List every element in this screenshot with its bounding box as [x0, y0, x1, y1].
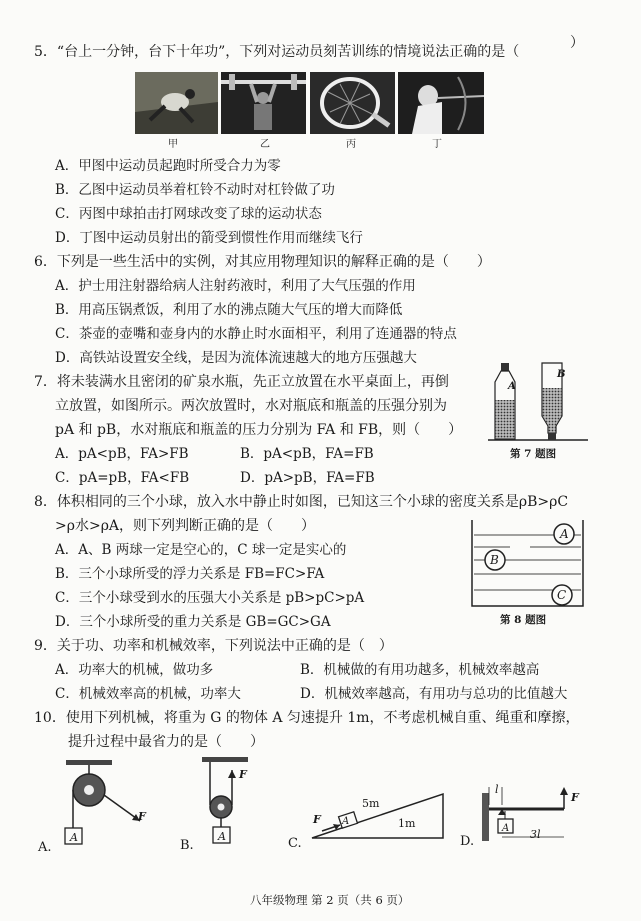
q10-d-block-label: A: [502, 823, 510, 834]
q10-c-height-label: 1m: [398, 817, 416, 830]
label-jia: 甲: [168, 139, 178, 150]
q8-ball-c-label: C: [557, 588, 567, 602]
q10-option-c: C.: [288, 836, 302, 851]
q10-b-force-label: F: [239, 768, 247, 781]
q10-option-b: B.: [180, 838, 194, 853]
q10-option-d: D.: [460, 834, 475, 849]
q7-bottle-a-label: A: [508, 381, 516, 392]
q6-stem: 6．下列是一些生活中的实例，对其应用物理知识的解释正确的是（ ）: [34, 254, 491, 270]
q10-c-force-label: F: [313, 813, 321, 826]
q8-option-b: B．三个小球所受的浮力关系是 FB=FC>FA: [55, 566, 325, 582]
q10-option-a: A.: [38, 840, 52, 855]
q5-option-a: A．甲图中运动员起跑时所受合力为零: [55, 158, 281, 174]
q10-b-block-label: A: [218, 830, 226, 843]
q9-option-a: A．功率大的机械，做功多: [55, 662, 214, 678]
q10-d-long-arm-label: 3l: [530, 828, 541, 841]
q8-ball-a-label: A: [560, 527, 569, 541]
q8-line-1: 8．体积相同的三个小球，放入水中静止时如图，已知这三个小球的密度关系是ρB>ρC: [34, 494, 569, 510]
photo-ding: [398, 72, 484, 134]
q8-option-d: D．三个小球所受的重力关系是 GB=GC>GA: [55, 614, 331, 630]
q7-option-c: C．pA=pB，FA<FB: [55, 470, 190, 486]
q7-line-2: 立放置，如图所示。两次放置时，水对瓶底和瓶盖的压强分别为: [55, 398, 447, 414]
photo-jia: [135, 72, 218, 134]
q7-line-1: 7．将未装满水且密闭的矿泉水瓶，先正立放置在水平桌面上，再倒: [34, 374, 449, 390]
q7-option-d: D．pA>pB，FA=FB: [240, 470, 375, 486]
q5-paren: ）: [570, 35, 584, 51]
q6-option-b: B．用高压锅煮饭，利用了水的沸点随大气压的增大而降低: [55, 302, 403, 318]
q9-option-b: B．机械做的有用功越多，机械效率越高: [300, 662, 540, 678]
label-bing: 丙: [346, 139, 356, 150]
q10-d-short-arm-label: l: [495, 783, 499, 796]
q9-stem: 9．关于功、功率和机械效率，下列说法中正确的是（ ）: [34, 638, 393, 654]
q6-option-c: C．茶壶的壶嘴和壶身内的水静止时水面相平，利用了连通器的特点: [55, 326, 457, 342]
q9-option-d: D．机械效率越高，有用功与总功的比值越大: [300, 686, 568, 702]
q8-line-2: >ρ水>ρA，则下列判断正确的是（ ）: [55, 518, 316, 534]
q8-caption: 第 8 题图: [500, 614, 547, 626]
q8-option-c: C．三个小球受到水的压强大小关系是 pB>pC>pA: [55, 590, 365, 606]
q7-option-a: A．pA<pB，FA>FB: [55, 446, 189, 462]
q9-option-c: C．机械效率高的机械，功率大: [55, 686, 241, 702]
q10-c-block-label: A: [342, 816, 350, 827]
q7-caption: 第 7 题图: [510, 448, 557, 460]
q6-option-a: A．护士用注射器给病人注射药液时，利用了大气压强的作用: [55, 278, 416, 294]
q7-option-b: B．pA<pB，FA=FB: [240, 446, 374, 462]
q5-option-b: B．乙图中运动员举着杠铃不动时对杠铃做了功: [55, 182, 335, 198]
q8-option-a: A．A、B 两球一定是空心的，C 球一定是实心的: [55, 542, 347, 558]
photo-bing: [310, 72, 395, 134]
q6-option-d: D．高铁站设置安全线，是因为流体流速越大的地方压强越大: [55, 350, 417, 366]
q5-option-d: D．丁图中运动员射出的箭受到惯性作用而继续飞行: [55, 230, 363, 246]
q7-bottle-b-label: B: [557, 369, 566, 380]
q5-stem: 5．“台上一分钟，台下十年功”，下列对运动员刻苦训练的情境说法正确的是（: [34, 44, 520, 60]
q5-option-c: C．丙图中球拍击打网球改变了球的运动状态: [55, 206, 322, 222]
q10-line-1: 10．使用下列机械，将重为 G 的物体 A 匀速提升 1m，不考虑机械自重、绳重和摩擦，: [34, 710, 580, 726]
q8-ball-b-label: B: [490, 553, 499, 567]
q10-d-force-label: F: [571, 791, 579, 804]
q10-diagram-b: [200, 755, 260, 847]
q10-c-slope-label: 5m: [362, 797, 380, 810]
page-footer: 八年级物理 第 2 页（共 6 页）: [250, 893, 410, 907]
q10-a-force-label: F: [138, 810, 146, 823]
photo-yi: [221, 72, 306, 134]
label-yi: 乙: [260, 139, 270, 150]
q10-a-block-label: A: [70, 831, 78, 844]
q7-bottles-figure: [488, 360, 588, 442]
label-ding: 丁: [432, 139, 442, 150]
q10-line-2: 提升过程中最省力的是（ ）: [68, 734, 264, 750]
q7-line-3: pA 和 pB，水对瓶底和瓶盖的压力分别为 FA 和 FB，则（ ）: [55, 422, 463, 438]
